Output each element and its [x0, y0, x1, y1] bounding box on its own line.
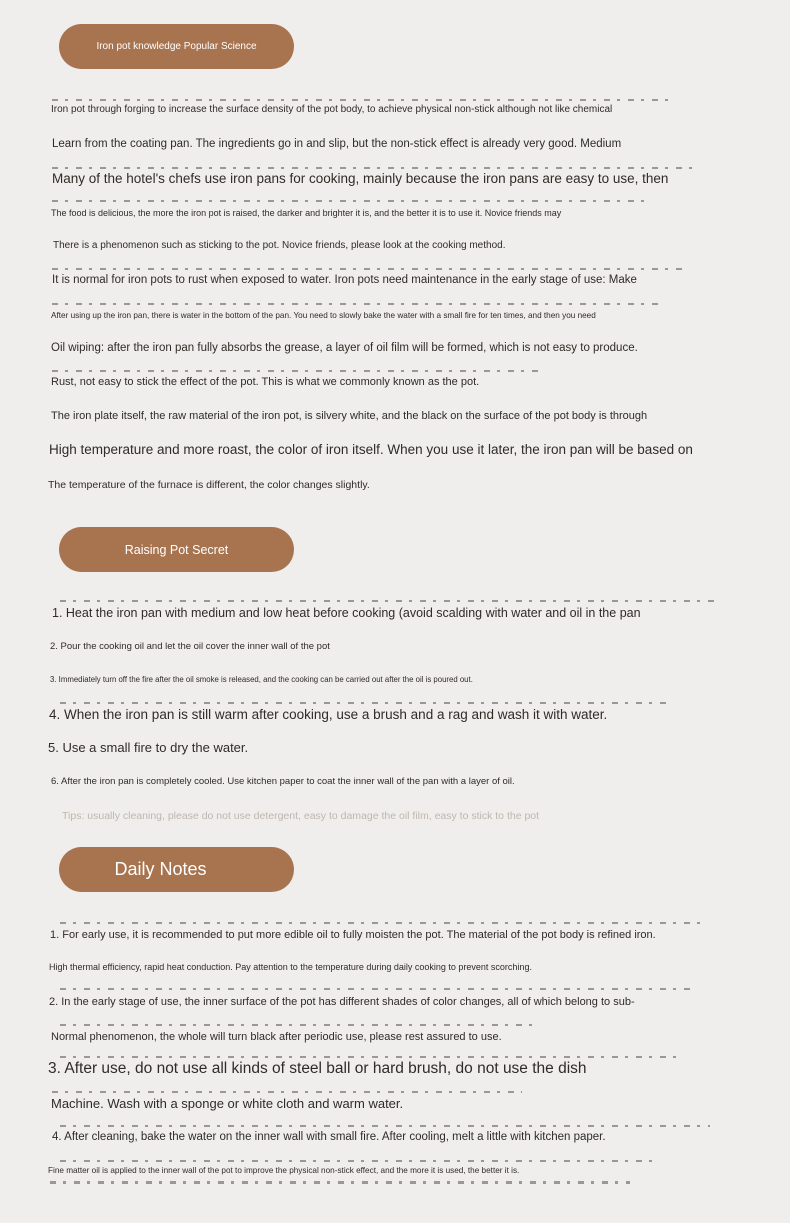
- list-item: 2. Pour the cooking oil and let the oil cover the inner wall of the pot: [50, 641, 330, 652]
- list-item: 4. After cleaning, bake the water on the inner wall with small fire. After cooling, melt a little with kitchen paper.: [52, 1131, 606, 1143]
- section-heading-label: Daily Notes: [114, 859, 207, 879]
- list-item: 1. Heat the iron pan with medium and low heat before cooking (avoid scalding with water and oil in the pan: [52, 606, 641, 620]
- text-artifact: [60, 1125, 710, 1127]
- paragraph-line: The iron plate itself, the raw material of the iron pot, is silvery white, and the black on the surface of the pot body is through: [51, 410, 648, 422]
- paragraph-line: Many of the hotel's chefs use iron pans for cooking, mainly because the iron pans are easy to use, then: [52, 171, 669, 186]
- text-artifact: [52, 303, 662, 305]
- text-artifact: [52, 370, 542, 372]
- list-item: Normal phenomenon, the whole will turn black after periodic use, please rest assured to use.: [51, 1031, 502, 1043]
- text-artifact: [60, 1160, 660, 1162]
- text-artifact: [52, 268, 682, 270]
- text-artifact: [60, 922, 700, 924]
- paragraph-line: It is normal for iron pots to rust when exposed to water. Iron pots need maintenance in the early stage of use: Make: [52, 274, 637, 286]
- paragraph-line: Rust, not easy to stick the effect of the pot. This is what we commonly known as the pot.: [51, 376, 480, 388]
- paragraph-line: Learn from the coating pan. The ingredients go in and slip, but the non-stick effect is already very good. Medium: [52, 138, 622, 150]
- paragraph-line: The food is delicious, the more the iron pot is raised, the darker and brighter it is, and the better it is to use it. Novice friends may: [51, 208, 562, 218]
- paragraph-line: Oil wiping: after the iron pan fully absorbs the grease, a layer of oil film will be formed, which is not easy to produce.: [51, 342, 638, 354]
- list-item: High thermal efficiency, rapid heat conduction. Pay attention to the temperature during daily cooking to prevent scorching.: [49, 962, 532, 972]
- paragraph-line: There is a phenomenon such as sticking to the pot. Novice friends, please look at the cooking method.: [53, 240, 506, 251]
- list-item: 6. After the iron pan is completely cooled. Use kitchen paper to coat the inner wall of the pan with a layer of oil.: [51, 776, 515, 787]
- text-artifact: [52, 200, 652, 202]
- list-item: 2. In the early stage of use, the inner surface of the pot has different shades of color changes, all of which belong to sub-: [49, 996, 635, 1008]
- paragraph-line: The temperature of the furnace is different, the color changes slightly.: [48, 479, 370, 491]
- text-artifact: [60, 1056, 680, 1058]
- list-item: 4. When the iron pan is still warm after cooking, use a brush and a rag and wash it with water.: [49, 707, 608, 722]
- text-artifact: [60, 988, 690, 990]
- list-item: 1. For early use, it is recommended to put more edible oil to fully moisten the pot. The material of the pot body is refined iron.: [50, 929, 656, 941]
- text-artifact: [60, 1024, 540, 1026]
- list-item: Fine matter oil is applied to the inner wall of the pot to improve the physical non-stick effect, and the more it is used, the better it is.: [48, 1166, 520, 1175]
- section-heading-iron-pot-knowledge: [59, 24, 294, 69]
- section-heading-label: Iron pot knowledge Popular Science: [96, 41, 257, 52]
- text-artifact: [60, 600, 715, 602]
- text-artifact: [50, 1181, 630, 1184]
- list-item: 3. Immediately turn off the fire after the oil smoke is released, and the cooking can be carried out after the oil is poured out.: [50, 675, 473, 684]
- text-artifact: [60, 702, 670, 704]
- paragraph-line: High temperature and more roast, the color of iron itself. When you use it later, the iron pan will be based on: [49, 442, 693, 457]
- paragraph-line: After using up the iron pan, there is water in the bottom of the pan. You need to slowly bake the water with a small fire for ten times, and then you need: [51, 311, 596, 320]
- section-heading-daily-notes: [59, 847, 294, 892]
- paragraph-line: Iron pot through forging to increase the surface density of the pot body, to achieve physical non-stick although not like chemical: [51, 104, 613, 115]
- section-heading-raising-pot-secret: [59, 527, 294, 572]
- tip-text: Tips: usually cleaning, please do not use detergent, easy to damage the oil film, easy to stick to the pot: [62, 810, 540, 822]
- text-artifact: [52, 1091, 522, 1093]
- text-artifact: [52, 99, 672, 101]
- list-item: Machine. Wash with a sponge or white cloth and warm water.: [51, 1096, 404, 1111]
- list-item: 3. After use, do not use all kinds of steel ball or hard brush, do not use the dish: [48, 1060, 587, 1077]
- text-artifact: [52, 167, 692, 169]
- section-heading-label: Raising Pot Secret: [124, 542, 229, 557]
- list-item: 5. Use a small fire to dry the water.: [48, 740, 249, 755]
